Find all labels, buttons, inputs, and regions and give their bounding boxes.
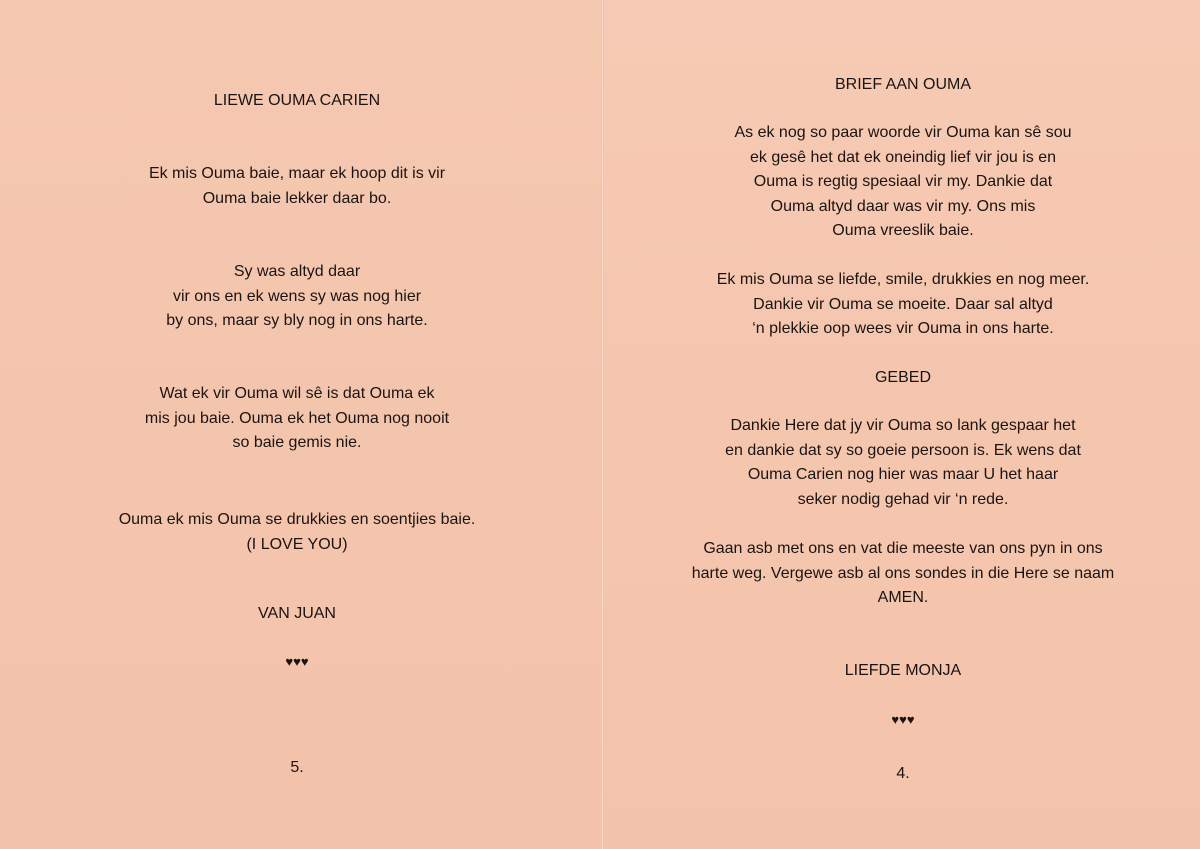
- text-line: ‘n plekkie oop wees vir Ouma in ons harte.: [752, 320, 1054, 337]
- text-line: so baie gemis nie.: [232, 434, 362, 451]
- right-page: [603, 0, 1200, 849]
- text-line: harte weg. Vergewe asb al ons sondes in die Here se naam: [691, 564, 1115, 582]
- text-line: en dankie dat sy so goeie persoon is. Ek wens dat: [725, 441, 1081, 459]
- hearts-icon: ♥♥♥: [285, 654, 309, 669]
- text-line: Ouma Carien nog hier was maar U het haar: [747, 466, 1059, 483]
- text-line: Dankie Here dat jy vir Ouma so lank gespaar het: [730, 417, 1076, 434]
- left-paragraph-2: [0, 260, 594, 334]
- prayer-title: GEBED: [874, 369, 931, 386]
- prayer-paragraph-2: [603, 537, 1200, 611]
- hearts-icon: ♥♥♥: [891, 712, 915, 727]
- text-line: Wat ek vir Ouma wil sê is dat Ouma ek: [159, 385, 435, 402]
- right-page-number: 4.: [896, 765, 910, 782]
- text-line: vir ons en ek wens sy was nog hier: [172, 287, 422, 305]
- left-paragraph-4: [0, 508, 594, 557]
- text-line: mis jou baie. Ouma ek het Ouma nog nooit: [144, 409, 450, 427]
- text-line: AMEN.: [877, 589, 929, 606]
- text-line: seker nodig gehad vir ‘n rede.: [797, 490, 1009, 508]
- text-line: (I LOVE YOU): [246, 535, 348, 553]
- left-paragraph-3: [0, 382, 594, 456]
- text-line: Dankie vir Ouma se moeite. Daar sal altyd: [753, 295, 1053, 313]
- text-line: Ouma is regtig spesiaal vir my. Dankie dat: [753, 173, 1053, 190]
- text-line: Ek mis Ouma baie, maar ek hoop dit is vir: [148, 165, 446, 182]
- left-page-number: 5.: [290, 759, 304, 776]
- page-fold: [601, 0, 604, 849]
- text-line: Gaan asb met ons en vat die meeste van ons pyn in ons: [703, 540, 1103, 557]
- text-line: Ouma baie lekker daar bo.: [202, 189, 392, 207]
- text-line: by ons, maar sy bly nog in ons harte.: [166, 312, 428, 329]
- text-line: Ouma ek mis Ouma se drukkies en soentjies baie.: [118, 511, 476, 528]
- text-line: ek gesê het dat ek oneindig lief vir jou is en: [750, 148, 1056, 166]
- prayer-paragraph-1: [603, 414, 1200, 512]
- left-paragraph-1: [0, 162, 594, 211]
- text-line: Ek mis Ouma se liefde, smile, drukkies en nog meer.: [716, 271, 1090, 288]
- left-signature: VAN JUAN: [258, 605, 336, 622]
- left-page-title: LIEWE OUMA CARIEN: [213, 92, 381, 109]
- text-line: Sy was altyd daar: [233, 263, 361, 280]
- right-paragraph-1: [603, 121, 1200, 244]
- right-page-title: BRIEF AAN OUMA: [834, 76, 972, 93]
- text-line: As ek nog so paar woorde vir Ouma kan sê sou: [734, 124, 1072, 141]
- text-line: Ouma altyd daar was vir my. Ons mis: [770, 197, 1036, 215]
- right-paragraph-2: [603, 268, 1200, 342]
- right-signature: LIEFDE MONJA: [844, 662, 962, 679]
- text-line: Ouma vreeslik baie.: [832, 222, 974, 239]
